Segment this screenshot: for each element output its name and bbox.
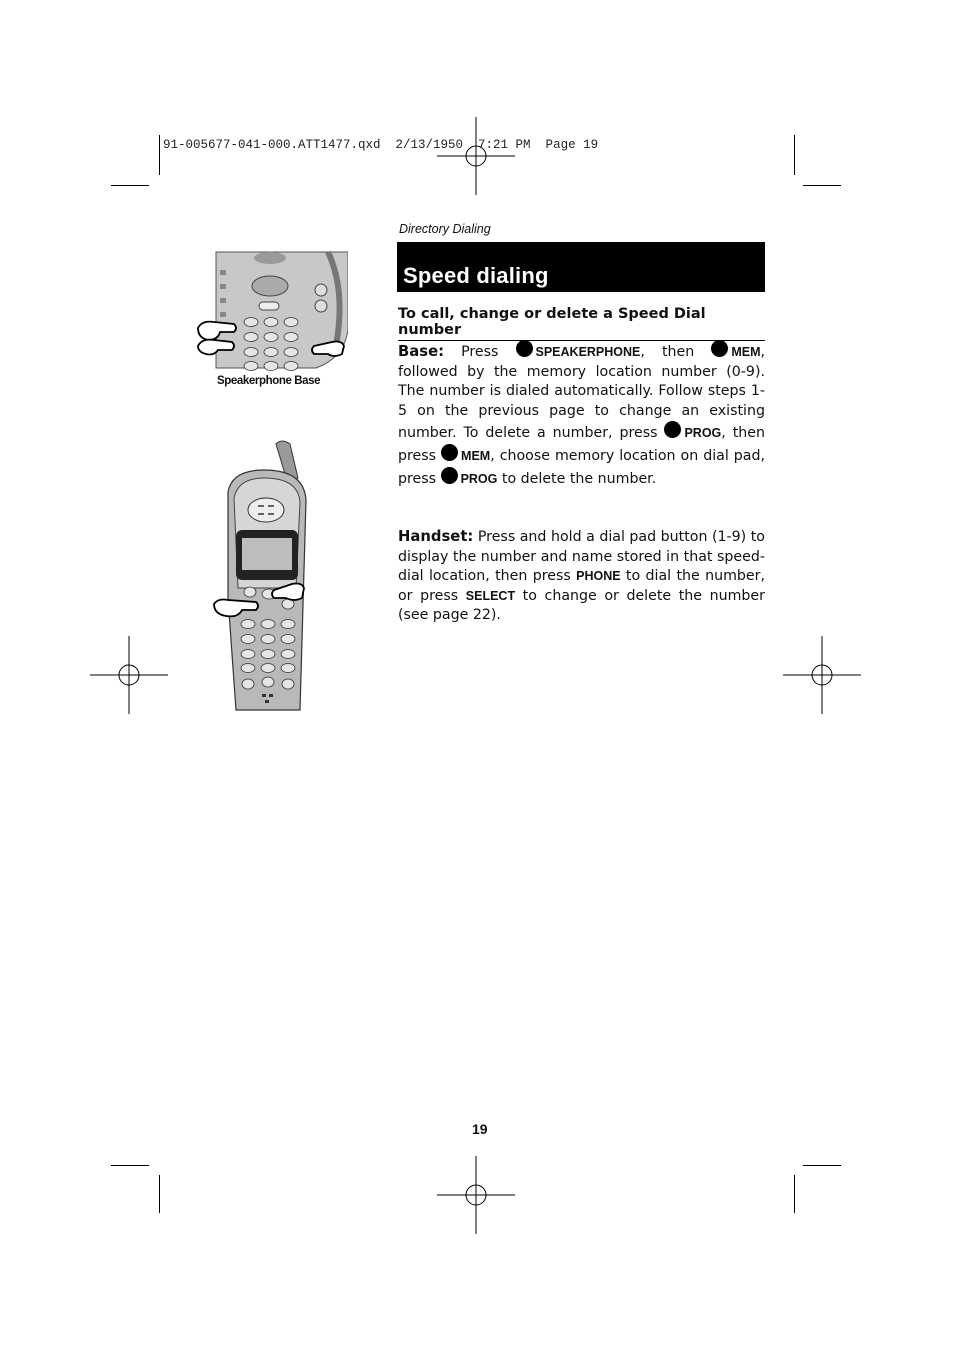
button-dot-icon	[711, 340, 728, 357]
registration-mark-icon	[437, 117, 515, 195]
figure-caption: Speakerphone Base	[217, 375, 321, 387]
button-dot-icon	[441, 467, 458, 484]
subheading: To call, change or delete a Speed Dial number	[398, 306, 765, 341]
page-title: Speed dialing	[403, 263, 549, 288]
key-speakerphone: SPEAKERPHONE	[535, 345, 641, 359]
registration-mark-icon	[90, 636, 168, 714]
key-phone: PHONE	[576, 569, 621, 584]
key-mem: MEM	[731, 345, 761, 359]
key-mem: MEM	[461, 448, 491, 463]
key-prog: PROG	[460, 471, 498, 486]
button-dot-icon	[664, 421, 681, 438]
registration-mark-icon	[437, 1156, 515, 1234]
title-bar	[397, 242, 765, 292]
handset-paragraph: Handset: Press and hold a dial pad button (1-9) to display the number and name stored in that speed-dial location, then press PHONE to dial the number, or press SELECT to change or delete the number (see page 22).	[398, 528, 765, 624]
key-prog: PROG	[684, 426, 722, 441]
button-dot-icon	[441, 444, 458, 461]
page-number: 19	[472, 1121, 488, 1137]
section-label: Directory Dialing	[399, 222, 491, 236]
speakerphone-base-illustration	[196, 250, 348, 372]
button-dot-icon	[516, 340, 533, 357]
handset-lead: Handset:	[398, 528, 474, 545]
base-paragraph: Base: Press SPEAKERPHONE, then MEM, followed by the memory location number (0-9). The number is dialed automatically. Follow steps 1-5 on the previous page to change an existing number. To delete a number, press PROG, then press MEM, choose memory location on dial pad, press PROG to delete the number.	[398, 340, 765, 489]
file-slug: 91-005677-041-000.ATT1477.qxd 2/13/1950 7:21 PM Page 19	[163, 138, 599, 152]
base-lead: Base:	[398, 343, 445, 360]
registration-mark-icon	[783, 636, 861, 714]
key-select: SELECT	[465, 588, 516, 603]
cordless-handset-illustration	[212, 438, 312, 714]
